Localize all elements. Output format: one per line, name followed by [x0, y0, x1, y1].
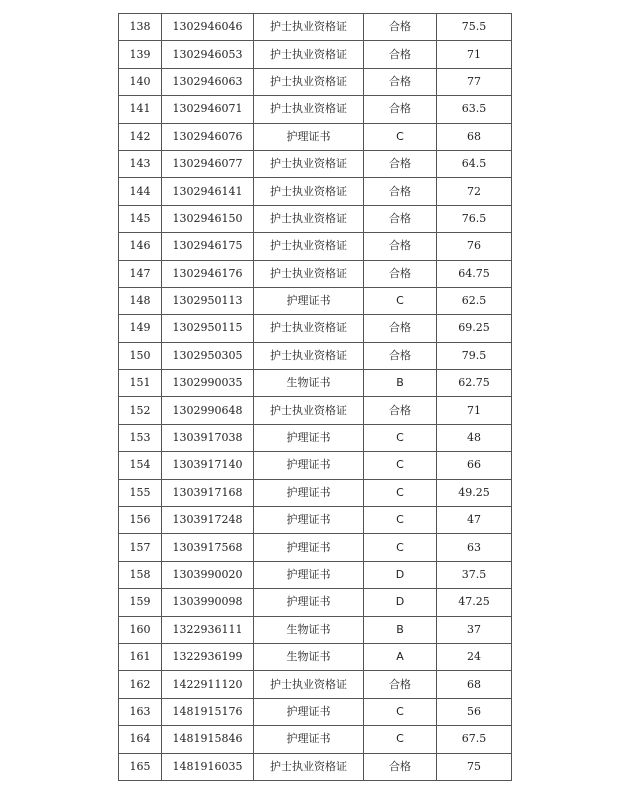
- row-number-cell: 140: [119, 68, 162, 95]
- row-number-cell: 144: [119, 178, 162, 205]
- certificate-cell: 护理证书: [254, 452, 364, 479]
- score-cell: 47: [437, 507, 512, 534]
- table-row: [119, 726, 512, 753]
- candidate-id-cell: 1302950305: [162, 342, 254, 369]
- certificate-cell: 护理证书: [254, 424, 364, 451]
- score-cell: 72: [437, 178, 512, 205]
- score-cell: 64.75: [437, 260, 512, 287]
- grade-cell: 合格: [364, 315, 437, 342]
- candidate-id-cell: 1302946071: [162, 96, 254, 123]
- grade-cell: D: [364, 589, 437, 616]
- grade-cell: A: [364, 643, 437, 670]
- grade-cell: C: [364, 452, 437, 479]
- score-cell: 76.5: [437, 205, 512, 232]
- table-row: [119, 671, 512, 698]
- grade-cell: D: [364, 561, 437, 588]
- score-cell: 71: [437, 397, 512, 424]
- candidate-id-cell: 1303917168: [162, 479, 254, 506]
- grade-cell: 合格: [364, 397, 437, 424]
- row-number-cell: 148: [119, 287, 162, 314]
- table-row: [119, 507, 512, 534]
- table-row: [119, 41, 512, 68]
- certificate-cell: 护理证书: [254, 507, 364, 534]
- score-cell: 71: [437, 41, 512, 68]
- grade-cell: 合格: [364, 96, 437, 123]
- row-number-cell: 162: [119, 671, 162, 698]
- candidate-id-cell: 1302946076: [162, 123, 254, 150]
- candidate-id-cell: 1302946063: [162, 68, 254, 95]
- row-number-cell: 142: [119, 123, 162, 150]
- certificate-cell: 护理证书: [254, 589, 364, 616]
- certificate-cell: 护士执业资格证: [254, 14, 364, 41]
- certificate-cell: 护士执业资格证: [254, 96, 364, 123]
- row-number-cell: 138: [119, 14, 162, 41]
- table-row: [119, 370, 512, 397]
- table-row: [119, 753, 512, 780]
- certificate-cell: 护理证书: [254, 561, 364, 588]
- table-row: [119, 14, 512, 41]
- certificate-cell: 护理证书: [254, 534, 364, 561]
- grade-cell: B: [364, 616, 437, 643]
- certificate-cell: 生物证书: [254, 643, 364, 670]
- candidate-id-cell: 1303990098: [162, 589, 254, 616]
- table-row: [119, 452, 512, 479]
- candidate-id-cell: 1302946175: [162, 233, 254, 260]
- grade-cell: 合格: [364, 178, 437, 205]
- table-row: [119, 287, 512, 314]
- grade-cell: 合格: [364, 671, 437, 698]
- candidate-id-cell: 1302946077: [162, 150, 254, 177]
- table-row: [119, 589, 512, 616]
- score-cell: 67.5: [437, 726, 512, 753]
- row-number-cell: 143: [119, 150, 162, 177]
- grade-cell: 合格: [364, 753, 437, 780]
- score-cell: 75: [437, 753, 512, 780]
- row-number-cell: 164: [119, 726, 162, 753]
- row-number-cell: 154: [119, 452, 162, 479]
- candidate-id-cell: 1481915176: [162, 698, 254, 725]
- score-cell: 24: [437, 643, 512, 670]
- certificate-cell: 护理证书: [254, 479, 364, 506]
- table-row: [119, 643, 512, 670]
- score-cell: 77: [437, 68, 512, 95]
- results-table: [118, 13, 512, 781]
- row-number-cell: 155: [119, 479, 162, 506]
- candidate-id-cell: 1302946053: [162, 41, 254, 68]
- grade-cell: C: [364, 698, 437, 725]
- table-row: [119, 233, 512, 260]
- certificate-cell: 护士执业资格证: [254, 150, 364, 177]
- grade-cell: B: [364, 370, 437, 397]
- grade-cell: C: [364, 507, 437, 534]
- score-cell: 63.5: [437, 96, 512, 123]
- grade-cell: 合格: [364, 205, 437, 232]
- score-cell: 76: [437, 233, 512, 260]
- score-cell: 69.25: [437, 315, 512, 342]
- certificate-cell: 护士执业资格证: [254, 342, 364, 369]
- row-number-cell: 147: [119, 260, 162, 287]
- table-row: [119, 424, 512, 451]
- table-row: [119, 178, 512, 205]
- candidate-id-cell: 1302950115: [162, 315, 254, 342]
- row-number-cell: 156: [119, 507, 162, 534]
- score-cell: 66: [437, 452, 512, 479]
- candidate-id-cell: 1303917140: [162, 452, 254, 479]
- row-number-cell: 145: [119, 205, 162, 232]
- grade-cell: 合格: [364, 14, 437, 41]
- grade-cell: C: [364, 479, 437, 506]
- table-row: [119, 397, 512, 424]
- row-number-cell: 158: [119, 561, 162, 588]
- grade-cell: C: [364, 123, 437, 150]
- candidate-id-cell: 1422911120: [162, 671, 254, 698]
- row-number-cell: 151: [119, 370, 162, 397]
- grade-cell: 合格: [364, 150, 437, 177]
- table-row: [119, 123, 512, 150]
- certificate-cell: 护士执业资格证: [254, 41, 364, 68]
- certificate-cell: 护理证书: [254, 287, 364, 314]
- candidate-id-cell: 1303917038: [162, 424, 254, 451]
- candidate-id-cell: 1302946150: [162, 205, 254, 232]
- row-number-cell: 152: [119, 397, 162, 424]
- score-cell: 79.5: [437, 342, 512, 369]
- candidate-id-cell: 1322936199: [162, 643, 254, 670]
- table-row: [119, 96, 512, 123]
- certificate-cell: 护理证书: [254, 726, 364, 753]
- row-number-cell: 161: [119, 643, 162, 670]
- table-row: [119, 561, 512, 588]
- score-cell: 48: [437, 424, 512, 451]
- certificate-cell: 护理证书: [254, 698, 364, 725]
- table-row: [119, 150, 512, 177]
- score-cell: 37: [437, 616, 512, 643]
- row-number-cell: 139: [119, 41, 162, 68]
- score-cell: 37.5: [437, 561, 512, 588]
- grade-cell: 合格: [364, 260, 437, 287]
- certificate-cell: 护士执业资格证: [254, 397, 364, 424]
- table-row: [119, 68, 512, 95]
- grade-cell: 合格: [364, 342, 437, 369]
- grade-cell: 合格: [364, 233, 437, 260]
- row-number-cell: 160: [119, 616, 162, 643]
- candidate-id-cell: 1303917568: [162, 534, 254, 561]
- score-cell: 64.5: [437, 150, 512, 177]
- certificate-cell: 生物证书: [254, 616, 364, 643]
- table-row: [119, 534, 512, 561]
- row-number-cell: 141: [119, 96, 162, 123]
- score-cell: 62.5: [437, 287, 512, 314]
- score-cell: 75.5: [437, 14, 512, 41]
- table-row: [119, 479, 512, 506]
- grade-cell: C: [364, 726, 437, 753]
- candidate-id-cell: 1302990648: [162, 397, 254, 424]
- row-number-cell: 146: [119, 233, 162, 260]
- score-cell: 47.25: [437, 589, 512, 616]
- score-cell: 68: [437, 123, 512, 150]
- score-cell: 63: [437, 534, 512, 561]
- certificate-cell: 护士执业资格证: [254, 68, 364, 95]
- grade-cell: 合格: [364, 68, 437, 95]
- row-number-cell: 150: [119, 342, 162, 369]
- score-cell: 56: [437, 698, 512, 725]
- table-row: [119, 698, 512, 725]
- grade-cell: C: [364, 424, 437, 451]
- row-number-cell: 159: [119, 589, 162, 616]
- score-cell: 49.25: [437, 479, 512, 506]
- certificate-cell: 护士执业资格证: [254, 315, 364, 342]
- row-number-cell: 165: [119, 753, 162, 780]
- certificate-cell: 护士执业资格证: [254, 178, 364, 205]
- candidate-id-cell: 1302990035: [162, 370, 254, 397]
- candidate-id-cell: 1302950113: [162, 287, 254, 314]
- candidate-id-cell: 1303917248: [162, 507, 254, 534]
- table-row: [119, 342, 512, 369]
- certificate-cell: 护士执业资格证: [254, 753, 364, 780]
- certificate-cell: 护士执业资格证: [254, 205, 364, 232]
- candidate-id-cell: 1481916035: [162, 753, 254, 780]
- score-cell: 68: [437, 671, 512, 698]
- certificate-cell: 护士执业资格证: [254, 260, 364, 287]
- grade-cell: C: [364, 534, 437, 561]
- certificate-cell: 护理证书: [254, 123, 364, 150]
- row-number-cell: 157: [119, 534, 162, 561]
- table-row: [119, 260, 512, 287]
- row-number-cell: 163: [119, 698, 162, 725]
- score-cell: 62.75: [437, 370, 512, 397]
- table-row: [119, 616, 512, 643]
- certificate-cell: 生物证书: [254, 370, 364, 397]
- table-row: [119, 205, 512, 232]
- certificate-cell: 护士执业资格证: [254, 233, 364, 260]
- candidate-id-cell: 1302946141: [162, 178, 254, 205]
- candidate-id-cell: 1302946176: [162, 260, 254, 287]
- row-number-cell: 153: [119, 424, 162, 451]
- results-table-body: [119, 14, 512, 781]
- certificate-cell: 护士执业资格证: [254, 671, 364, 698]
- row-number-cell: 149: [119, 315, 162, 342]
- candidate-id-cell: 1303990020: [162, 561, 254, 588]
- candidate-id-cell: 1302946046: [162, 14, 254, 41]
- table-row: [119, 315, 512, 342]
- grade-cell: 合格: [364, 41, 437, 68]
- candidate-id-cell: 1322936111: [162, 616, 254, 643]
- grade-cell: C: [364, 287, 437, 314]
- candidate-id-cell: 1481915846: [162, 726, 254, 753]
